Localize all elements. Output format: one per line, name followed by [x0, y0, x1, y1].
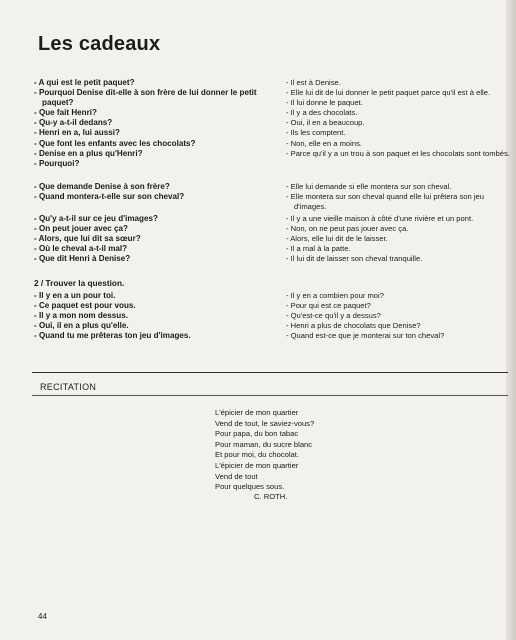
- poem-author: C. ROTH.: [254, 492, 288, 501]
- exercise-statements: [34, 291, 286, 341]
- statement-item: - Ce paquet est pour vous.: [34, 301, 136, 311]
- answer-item: - Non, elle en a moins.: [286, 138, 362, 148]
- questions-group-2: [34, 182, 286, 202]
- answers-group-3: [286, 214, 510, 264]
- statement-item: - Oui, il en a plus qu'elle.: [34, 321, 129, 331]
- answers-group-1: [286, 78, 510, 159]
- exercise-question-item: - Henri a plus de chocolats que Denise?: [286, 321, 421, 331]
- answer-item: - Il lui dit de laisser son cheval tranquille.: [286, 254, 423, 264]
- answer-item: - Elle lui demande si elle montera sur son cheval.: [286, 182, 452, 191]
- statement-item: - Il y a mon nom dessus.: [34, 311, 128, 321]
- question-item: - On peut jouer avec ça?: [34, 224, 129, 234]
- page-title: Les cadeaux: [38, 33, 161, 55]
- poem-line: L'épicier de mon quartier: [215, 408, 299, 417]
- answer-item: - Il y a une vieille maison à côté d'une rivière et un pont.: [286, 214, 474, 223]
- question-item: - Que demande Denise à son frère?: [34, 182, 170, 191]
- question-item: - Qu-y a-t-il dedans?: [34, 118, 113, 128]
- answer-item: - Il y a des chocolats.: [286, 108, 358, 118]
- recitation-title: RECITATION: [40, 382, 97, 392]
- section-divider: [32, 395, 508, 396]
- exercise-question-item: - Pour qui est ce paquet?: [286, 301, 371, 311]
- answer-item: - Il lui donne le paquet.: [286, 98, 363, 108]
- question-item: - Henri en a, lui aussi?: [34, 128, 120, 138]
- question-item: - Que dit Henri à Denise?: [34, 254, 131, 264]
- question-item: - Quand montera-t-elle sur son cheval?: [34, 192, 185, 202]
- exercise-question-item: - Quand est-ce que je monterai sur ton cheval?: [286, 331, 445, 341]
- poem-line: Vend de tout: [215, 471, 258, 481]
- exercise-title: 2 / Trouver la question.: [34, 278, 125, 288]
- question-item: - Pourquoi Denise dit-elle à son frère de lui donner le petit paquet?: [34, 88, 257, 108]
- questions-group-1: [34, 78, 286, 169]
- question-item: - Pourquoi?: [34, 158, 80, 168]
- poem-line: Pour quelques sous.: [215, 482, 285, 492]
- answer-item: - Ils les comptent.: [286, 128, 346, 138]
- answers-group-2: [286, 182, 510, 212]
- exercise-question-item: - Qu'est-ce qu'il y a dessus?: [286, 311, 381, 321]
- poem-line: Pour maman, du sucre blanc: [215, 439, 313, 449]
- question-item: - Que fait Henri?: [34, 108, 97, 118]
- answer-item: - Il est à Denise.: [286, 78, 341, 87]
- answer-item: - Oui, il en a beaucoup.: [286, 118, 365, 128]
- answer-item: - Elle lui dit de lui donner le petit paquet parce qu'il est à elle.: [286, 88, 491, 98]
- poem: [215, 408, 314, 493]
- exercise-question-item: - Il y en a combien pour moi?: [286, 291, 384, 300]
- answer-item: - Il a mal à la patte.: [286, 244, 351, 254]
- poem-line: L'épicier de mon quartier: [215, 460, 299, 470]
- answer-item: - Alors, elle lui dit de le laisser.: [286, 234, 388, 244]
- question-item: - Où le cheval a-t-il mal?: [34, 244, 128, 254]
- question-item: - Que font les enfants avec les chocolats?: [34, 138, 196, 148]
- exercise-questions: [286, 291, 510, 341]
- question-item: - Denise en a plus qu'Henri?: [34, 148, 143, 158]
- answer-item: - Elle montera sur son cheval quand elle lui prêtera son jeu d'images.: [286, 192, 484, 212]
- statement-item: - Il y en a un pour toi.: [34, 291, 116, 300]
- poem-line: Et pour moi, du chocolat.: [215, 450, 299, 460]
- page-number: 44: [38, 612, 47, 621]
- question-item: - A qui est le petit paquet?: [34, 78, 135, 87]
- poem-line: Vend de tout, le saviez-vous?: [215, 418, 315, 428]
- answer-item: - Parce qu'il y a un trou à son paquet et les chocolats sont tombés.: [286, 148, 510, 158]
- poem-line: Pour papa, du bon tabac: [215, 429, 299, 439]
- question-item: - Qu'y a-t-il sur ce jeu d'images?: [34, 214, 158, 223]
- question-item: - Alors, que lui dit sa sœur?: [34, 234, 141, 244]
- section-divider: [32, 372, 508, 373]
- questions-group-3: [34, 214, 286, 264]
- answer-item: - Non, on ne peut pas jouer avec ça.: [286, 224, 409, 234]
- statement-item: - Quand tu me prêteras ton jeu d'images.: [34, 331, 191, 341]
